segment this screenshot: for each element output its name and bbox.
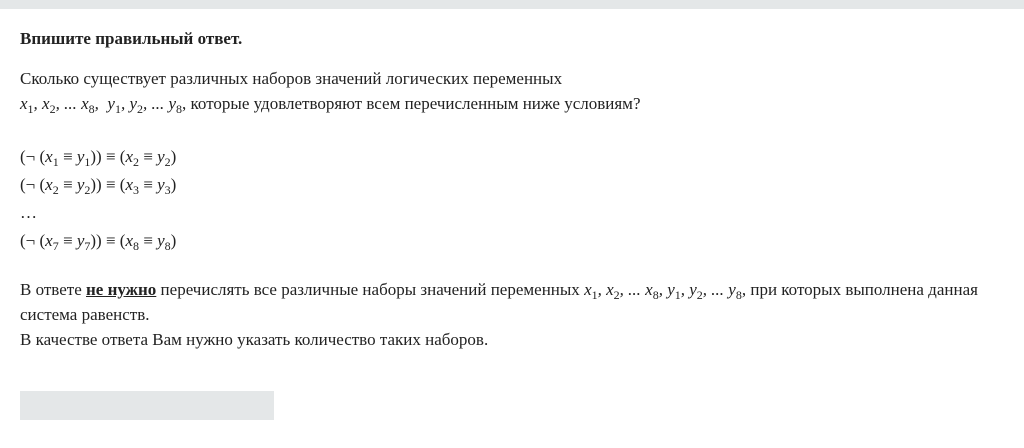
note-middle: перечислять все различные наборы значений переменных bbox=[156, 280, 585, 299]
task-content bbox=[20, 22, 1010, 352]
question-line-1: Сколько существует различных наборов значений логических переменных bbox=[20, 69, 563, 88]
note-prefix: В ответе bbox=[20, 280, 86, 299]
answer-input[interactable] bbox=[20, 391, 274, 420]
instruction-title: Впишите правильный ответ. bbox=[20, 29, 243, 48]
condition-1: (¬ $(x_1 \equiv y_1)) \equiv (x_2 \equiv y_2)$ bbox=[20, 147, 177, 169]
note-text bbox=[20, 277, 1010, 352]
note-line-1 bbox=[20, 277, 1010, 327]
question-text bbox=[20, 66, 1010, 116]
conditions-list bbox=[20, 143, 1010, 255]
top-bar bbox=[0, 0, 1024, 9]
note-emphasis: не нужно bbox=[86, 280, 157, 299]
question-line-2: , которые удовлетворяют всем перечисленным ниже условиям? bbox=[182, 94, 641, 113]
condition-ellipsis: … bbox=[20, 203, 37, 222]
note-variables: $x_1$, $x_2$, ... $x_8$, $y_1$, $y_2$, ... $y_8$ bbox=[584, 280, 742, 302]
condition-2: (¬ $(x_2 \equiv y_2)) \equiv (x_3 \equiv y_3)$ bbox=[20, 175, 177, 197]
condition-7: (¬ $(x_7 \equiv y_7)) \equiv (x_8 \equiv y_8)$ bbox=[20, 231, 177, 253]
note-suffix: , при которых выполнена данная система равенств. bbox=[20, 280, 978, 324]
note-line-2: В качестве ответа Вам нужно указать количество таких наборов. bbox=[20, 330, 489, 349]
question-variables: $x_1$, $x_2$, ... $x_8$, $y_1$, $y_2$, ... $y_8$ bbox=[20, 94, 183, 116]
